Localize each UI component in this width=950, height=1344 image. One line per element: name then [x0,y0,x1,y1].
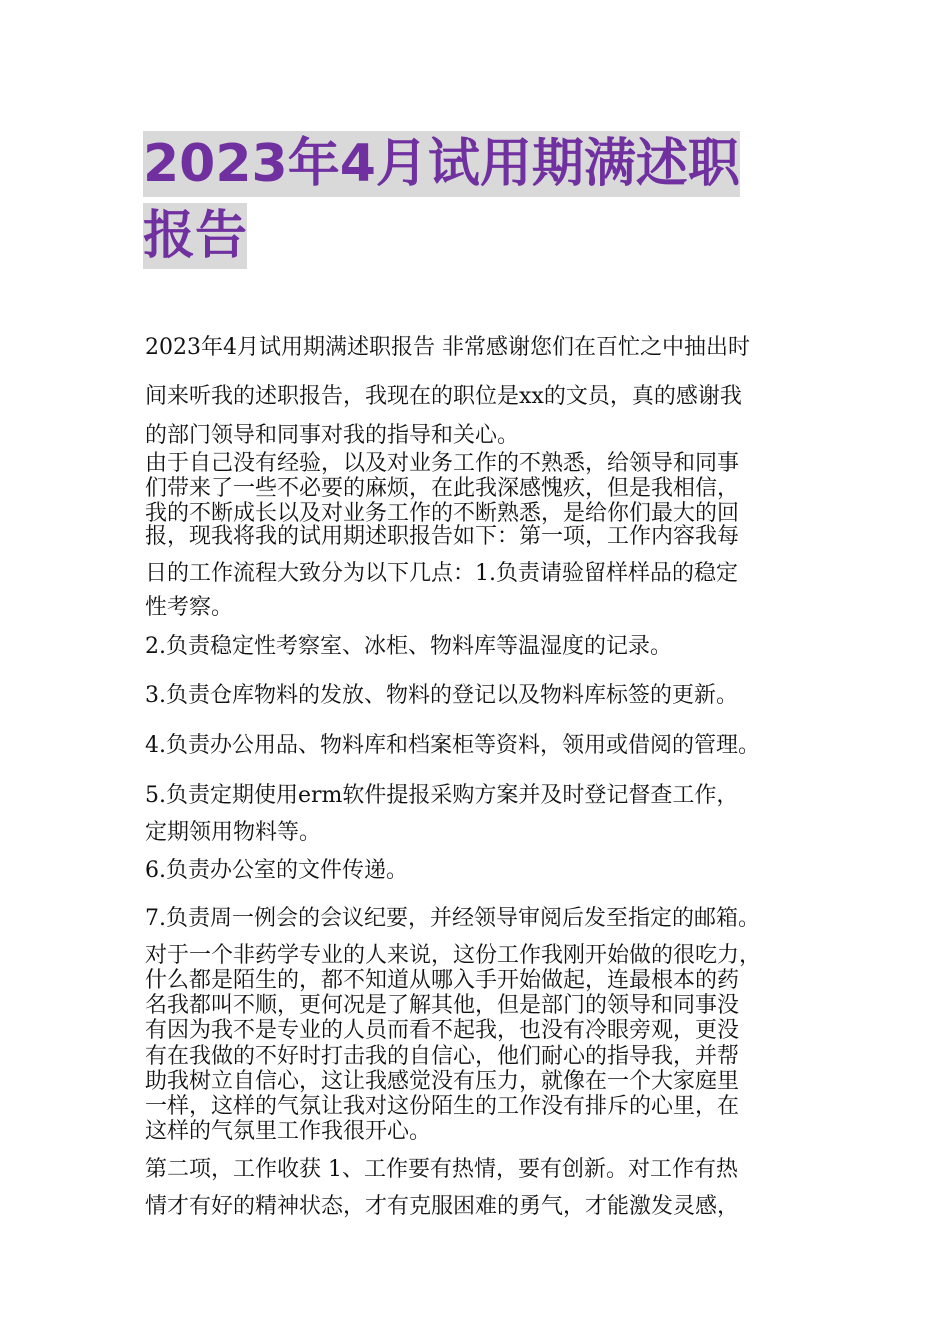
document-title-line-2: 报告 [143,203,247,269]
body-text-line: 的部门领导和同事对我的指导和关心。 [145,423,520,448]
body-text-line: 5.负责定期使用erm软件提报采购方案并及时登记督查工作， [145,783,739,808]
body-text-line: 什么都是陌生的，都不知道从哪入手开始做起，连最根本的药 [145,968,740,993]
body-text-line: 们带来了一些不必要的麻烦，在此我深感愧疚，但是我相信， [145,476,740,501]
body-text-line: 6.负责办公室的文件传递。 [145,858,408,883]
body-text-line: 第二项，工作收获 1、工作要有热情，要有创新。对工作有热 [145,1157,738,1182]
body-text-line: 2.负责稳定性考察室、冰柜、物料库等温湿度的记录。 [145,634,672,659]
body-text-line: 名我都叫不顺，更何况是了解其他，但是部门的领导和同事没 [145,993,740,1018]
body-text-line: 报，现我将我的试用期述职报告如下：第一项，工作内容我每 [145,524,740,549]
body-text-line: 性考察。 [145,595,234,620]
body-text-line: 这样的气氛里工作我很开心。 [145,1119,432,1144]
body-text-line: 情才有好的精神状态，才有克服困难的勇气，才能激发灵感， [145,1194,740,1219]
body-text-line: 有在我做的不好时打击我的自信心，他们耐心的指导我，并帮 [145,1044,740,1069]
body-text-line: 4.负责办公用品、物料库和档案柜等资料，领用或借阅的管理。 [145,733,760,758]
body-text-line: 2023年4月试用期满述职报告 非常感谢您们在百忙之中抽出时 [145,335,750,360]
body-text-line: 有因为我不是专业的人员而看不起我，也没有冷眼旁观，更没 [145,1018,740,1043]
body-text-line: 定期领用物料等。 [145,820,322,845]
body-text-line: 对于一个非药学专业的人来说，这份工作我刚开始做的很吃力， [145,943,762,968]
body-text-line: 我的不断成长以及对业务工作的不断熟悉，是给你们最大的回 [145,501,740,526]
body-text-line: 间来听我的述职报告，我现在的职位是xx的文员，真的感谢我 [145,384,742,409]
body-text-line: 一样，这样的气氛让我对这份陌生的工作没有排斥的心里，在 [145,1094,740,1119]
body-text-line: 7.负责周一例会的会议纪要，并经领导审阅后发至指定的邮箱。 [145,906,760,931]
body-text-line: 3.负责仓库物料的发放、物料的登记以及物料库标签的更新。 [145,683,738,708]
body-text-line: 由于自己没有经验，以及对业务工作的不熟悉，给领导和同事 [145,451,740,476]
body-text-line: 助我树立自信心，这让我感觉没有压力，就像在一个大家庭里 [145,1069,740,1094]
body-text-line: 日的工作流程大致分为以下几点：1.负责请验留样样品的稳定 [145,561,738,586]
document-title-line-1: 2023年4月试用期满述职 [143,131,740,197]
